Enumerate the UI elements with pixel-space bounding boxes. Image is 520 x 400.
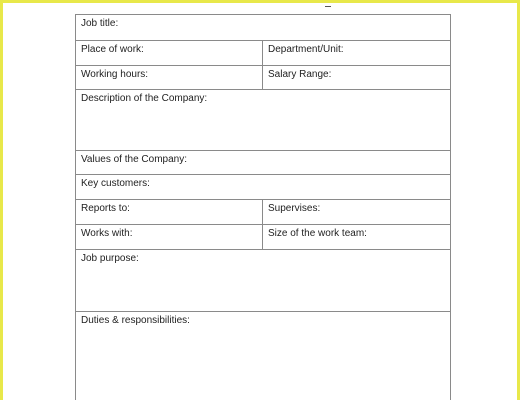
team-size-label: Size of the work team: — [268, 228, 367, 239]
job-purpose-field[interactable] — [76, 250, 451, 312]
company-description-field[interactable] — [76, 90, 451, 151]
works-with-label: Works with: — [81, 228, 133, 239]
duties-field[interactable] — [76, 312, 451, 400]
job-title-label: Job title: — [81, 18, 119, 29]
company-values-label: Values of the Company: — [81, 154, 187, 165]
department-field[interactable] — [263, 41, 451, 66]
company-values-field[interactable] — [76, 151, 451, 175]
department-label: Department/Unit: — [268, 44, 344, 55]
key-customers-label: Key customers: — [81, 178, 150, 189]
working-hours-label: Working hours: — [81, 69, 149, 80]
supervises-label: Supervises: — [268, 203, 321, 214]
working-hours-field[interactable] — [76, 66, 263, 90]
salary-range-field[interactable] — [263, 66, 451, 90]
supervises-field[interactable] — [263, 200, 451, 225]
place-of-work-field[interactable] — [76, 41, 263, 66]
place-of-work-label: Place of work: — [81, 44, 144, 55]
duties-label: Duties & responsibilities: — [81, 315, 190, 326]
company-description-label: Description of the Company: — [81, 93, 208, 104]
key-customers-field[interactable] — [76, 175, 451, 200]
works-with-field[interactable] — [76, 225, 263, 250]
job-title-field[interactable] — [76, 15, 451, 41]
job-description-form — [75, 14, 451, 400]
job-purpose-label: Job purpose: — [81, 253, 139, 264]
reports-to-field[interactable] — [76, 200, 263, 225]
reports-to-label: Reports to: — [81, 203, 130, 214]
header-fragment — [325, 1, 331, 7]
team-size-field[interactable] — [263, 225, 451, 250]
salary-range-label: Salary Range: — [268, 69, 332, 80]
